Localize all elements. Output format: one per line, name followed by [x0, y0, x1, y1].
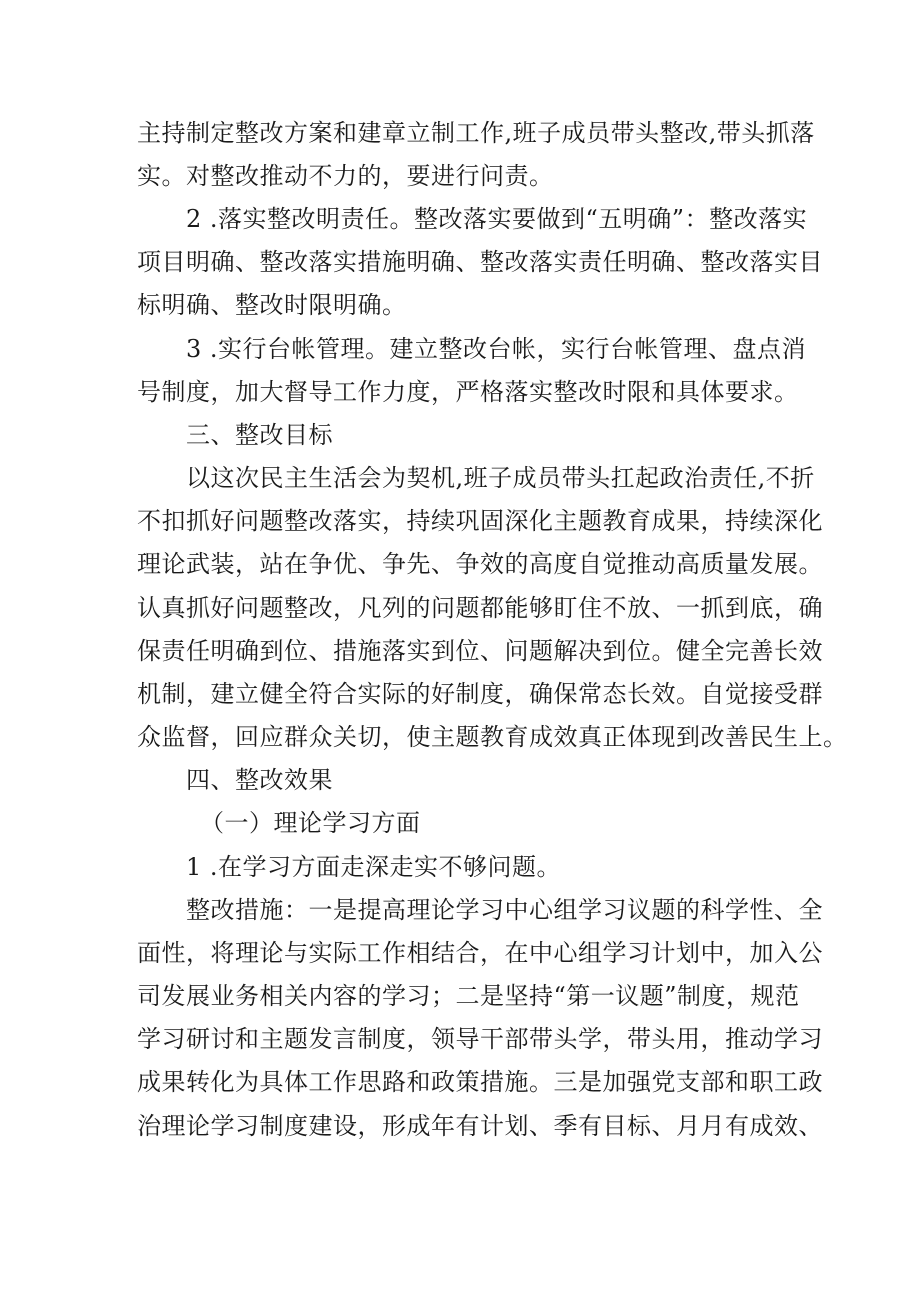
paragraph-line: 1 .在学习方面走深走实不够问题。: [186, 853, 562, 881]
paragraph-line: 实。对整改推动不力的，要进行问责。: [137, 162, 554, 190]
paragraph-line: 成果转化为具体工作思路和政策措施。三是加强党支部和职工政: [137, 1068, 823, 1096]
paragraph-line: 标明确、整改时限明确。: [137, 291, 407, 319]
paragraph-line: 保责任明确到位、措施落实到位、问题解决到位。健全完善长效: [137, 637, 823, 665]
paragraph-line: 不扣抓好问题整改落实，持续巩固深化主题教育成果，持续深化: [137, 507, 823, 535]
paragraph-line: 面性，将理论与实际工作相结合，在中心组学习计划中，加入公: [137, 939, 823, 967]
paragraph-line: 学习研讨和主题发言制度，领导干部带头学，带头用，推动学习: [137, 1025, 823, 1053]
subsection-heading: （一）理论学习方面: [200, 809, 421, 837]
paragraph-line: 理论武装，站在争优、争先、争效的高度自觉推动高质量发展。: [137, 550, 823, 578]
paragraph-line: 整改措施：一是提高理论学习中心组学习议题的科学性、全: [186, 896, 823, 924]
paragraph-line: 项目明确、整改落实措施明确、整改落实责任明确、整改落实目: [137, 248, 823, 276]
section-heading: 三、整改目标: [186, 421, 333, 449]
paragraph-line: 以这次民主生活会为契机,班子成员带头扛起政治责任,不折: [186, 464, 815, 492]
paragraph-line: 治理论学习制度建设，形成年有计划、季有目标、月月有成效、: [137, 1112, 823, 1140]
paragraph-line: 认真抓好问题整改，凡列的问题都能够盯住不放、一抓到底，确: [137, 594, 823, 622]
paragraph-line: 司发展业务相关内容的学习；二是坚持“第一议题”制度，规范: [137, 982, 800, 1010]
paragraph-line: 主持制定整改方案和建章立制工作,班子成员带头整改,带头抓落: [137, 119, 815, 147]
paragraph-line: 众监督，回应群众关切，使主题教育成效真正体现到改善民生上。: [137, 723, 848, 751]
paragraph-line: 机制，建立健全符合实际的好制度，确保常态长效。自觉接受群: [137, 680, 823, 708]
section-heading: 四、整改效果: [186, 766, 333, 794]
paragraph-line: 2 .落实整改明责任。整改落实要做到“五明确”：整改落实: [186, 205, 808, 233]
paragraph-line: 3 .实行台帐管理。建立整改台帐，实行台帐管理、盘点消: [186, 335, 807, 363]
paragraph-line: 号制度，加大督导工作力度，严格落实整改时限和具体要求。: [137, 378, 799, 406]
